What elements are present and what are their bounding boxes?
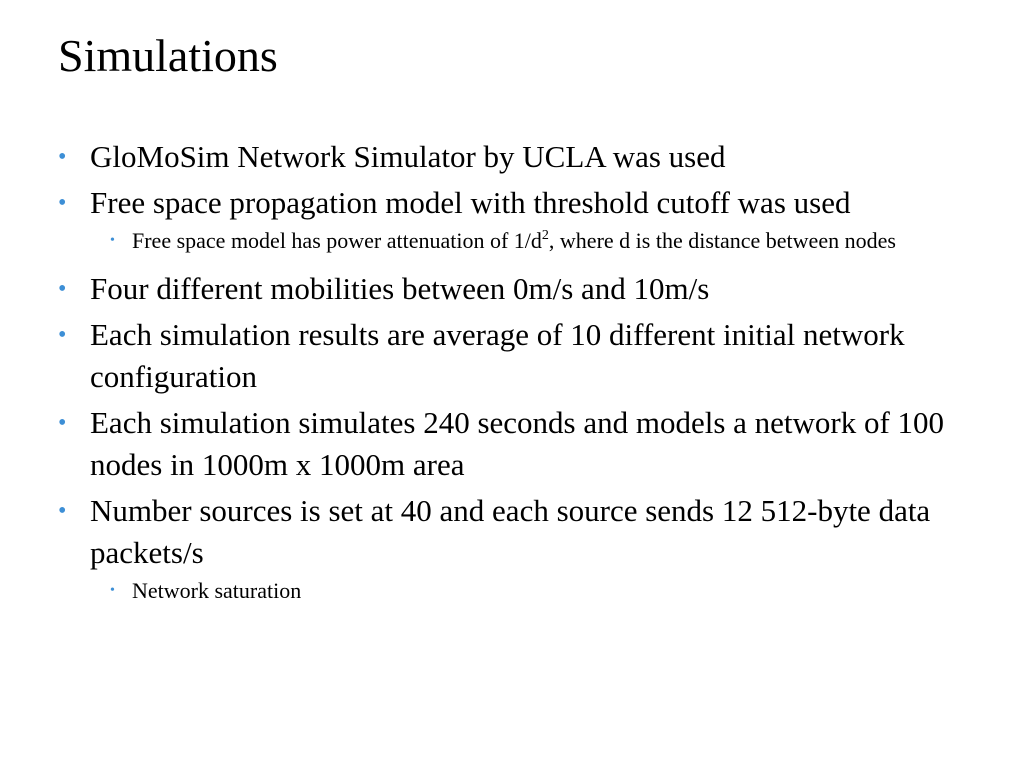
sub-bullet-text: Network saturation [132,578,302,603]
bullet-text: Four different mobilities between 0m/s and 10m/s [90,271,710,306]
bullet-item [58,136,958,178]
bullet-item [58,268,958,310]
bullet-text: GloMoSim Network Simulator by UCLA was used [90,139,726,174]
bullet-dot-icon: • [58,410,67,436]
bullet-text: Free space propagation model with threshold cutoff was used [90,185,851,220]
sub-bullet-text-before: Free space model has power attenuation of 1/d [132,228,542,253]
bullet-text: Each simulation results are average of 10 different initial network configuration [90,317,905,394]
bullet-dot-icon: • [58,498,67,524]
bullet-text: Number sources is set at 40 and each source sends 12 512-byte data packets/s [90,493,931,570]
bullet-dot-icon: • [58,144,67,170]
sub-bullet-item [58,226,958,256]
sub-bullet-item [58,576,958,606]
sub-bullet-text-after: , where d is the distance between nodes [548,228,896,253]
bullet-item [58,402,958,486]
bullet-dot-icon: • [58,322,67,348]
sub-bullet-text [132,228,896,253]
bullet-dot-icon: • [110,583,115,598]
bullet-dot-icon: • [58,276,67,302]
bullet-item [58,182,958,224]
bullet-item [58,314,958,398]
bullet-dot-icon: • [58,190,67,216]
slide-title: Simulations [58,30,278,81]
superscript-exponent: 2 [541,228,549,243]
bullet-item [58,490,958,574]
bullet-list [58,136,958,618]
bullet-text: Each simulation simulates 240 seconds and models a network of 100 nodes in 1000m x 1000m area [90,405,945,482]
bullet-dot-icon: • [110,233,115,248]
